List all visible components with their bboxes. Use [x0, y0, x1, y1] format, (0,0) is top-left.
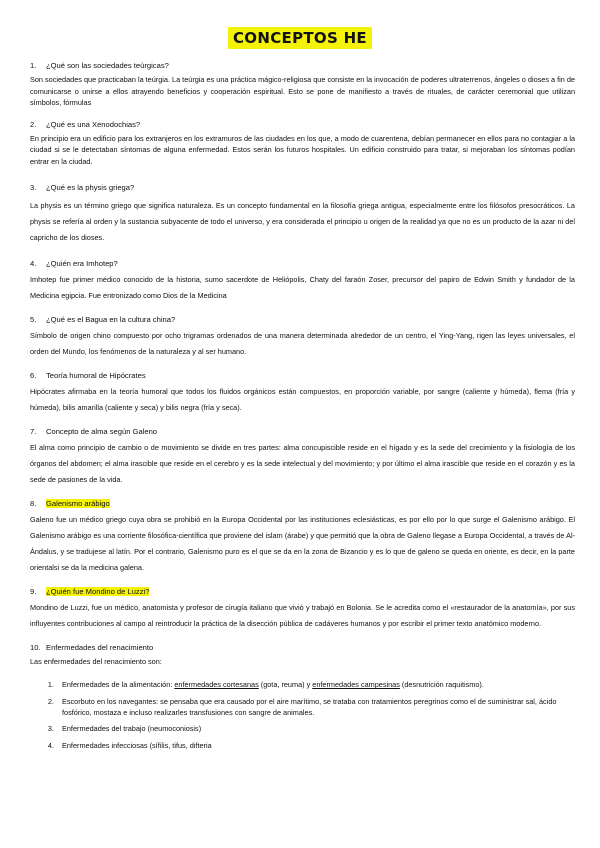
question-text: ¿Qué es la physis griega?: [46, 182, 135, 192]
question-heading: [30, 426, 575, 438]
section-5: [30, 314, 575, 360]
question-heading: [30, 370, 575, 382]
document-body: [30, 60, 575, 761]
question-heading: [30, 182, 575, 194]
answer-paragraph: Mondino de Luzzi, fue un médico, anatomista y profesor de cirugía italiano que vivió y trabajó en Bolonia. Se le acredita como el «restaurador de la anatomía», por sus influyentes contribuciones al campo al reintroducir la práctica de la disección pública de cadáveres humanos y por escribir el primer texto anatómico moderno.: [30, 602, 575, 628]
question-number: 7.: [30, 426, 37, 436]
list-item-text: Enfermedades de la alimentación:: [62, 680, 175, 690]
question-text: Teoría humoral de Hipócrates: [46, 370, 146, 380]
answer-paragraph: Imhotep fue primer médico conocido de la historia, sumo sacerdote de Heliópolis, Chaty del faraón Zoser, precursor del papiro de Edwin Smith y fundador de la Medicina egipcia. Fue entronizado como Dios de la Medicina: [30, 274, 575, 300]
question-number: 8.: [30, 498, 37, 508]
question-number: 10.: [30, 642, 41, 652]
answer-paragraph: El alma como principio de cambio o de movimiento se divide en tres partes: alma concupiscible reside en el hígado y es la sede del crecimiento y la fisiología de los órganos del abdomen; el alma irascible que reside en el cerebro y es la sede intelectual y del movimiento; y por último el alma irascible que reside en el corazón y es la sede de pasiones de la vida.: [30, 442, 575, 484]
section-6: [30, 370, 575, 416]
question-heading: [30, 586, 575, 598]
underlined-term: enfermedades cortesanas: [174, 680, 259, 690]
list-item-text: (desnutrición raquitismo).: [399, 680, 484, 690]
disease-list: [30, 679, 575, 751]
list-item: [56, 723, 575, 734]
question-heading: [30, 119, 575, 131]
question-number: 2.: [30, 119, 37, 129]
section-3: [30, 182, 575, 246]
highlighted-question-text: ¿Quién fue Mondino de Luzzi?: [46, 586, 150, 596]
section-9: [30, 586, 575, 632]
underlined-term: enfermedades campesinas: [312, 680, 400, 690]
question-heading: [30, 60, 575, 72]
question-text: ¿Qué es una Xenodochias?: [46, 119, 141, 129]
question-heading: [30, 258, 575, 270]
question-heading: [30, 642, 575, 654]
question-number: 3.: [30, 182, 37, 192]
section-2: [30, 119, 575, 168]
question-number: 9.: [30, 586, 37, 596]
question-text: Enfermedades del renacimiento: [46, 642, 154, 652]
list-item-text: (gota, reuma) y: [258, 680, 313, 690]
question-number: 5.: [30, 314, 37, 324]
question-heading: [30, 498, 575, 510]
section-8: [30, 498, 575, 576]
document-title: CONCEPTOS HE: [228, 27, 372, 49]
section-10: [30, 642, 575, 752]
title-container: [0, 27, 600, 49]
answer-paragraph: La physis es un término griego que significa naturaleza. Es un concepto fundamental en la filosofía griega antigua, especialmente entre los filósofos presocráticos. La physis se refería al orden y la sustancia subyacente de todo el universo, y era considerada el principio u origen de la realidad ya que no es un producto de la azar ni del capricho de los dioses.: [30, 200, 575, 242]
question-text: ¿Quién era Imhotep?: [46, 258, 118, 268]
list-item: [56, 696, 575, 719]
question-number: 4.: [30, 258, 37, 268]
section-4: [30, 258, 575, 304]
section-1: [30, 60, 575, 109]
question-text: ¿Qué es el Bagua en la cultura china?: [46, 314, 176, 324]
question-text: ¿Qué son las sociedades teúrgicas?: [46, 61, 169, 70]
answer-paragraph: En principio era un edificio para los extranjeros en los extramuros de las ciudades en los que, a modo de cuarentena, debían permanecer en ellos para no contagiar a la ciudad si se le detectaban síntomas de alguna enfermedad. Estos serán los futuros hospitales. Un edificio construido para tratar, si mejoraban los síntomas podían entrar en la ciudad.: [30, 133, 575, 166]
section-7: [30, 426, 575, 488]
question-number: 1.: [30, 61, 37, 70]
answer-paragraph: Son sociedades que practicaban la teúrgia. La teúrgia es una práctica mágico-religiosa que consiste en la invocación de poderes ultraterrenos, ángeles o dioses a fin de comunicarse o unirse a ellos atrayendo beneficios y cooperación espiritual. Esto se pone de manifiesto a través de rituales, de carácter ceremonial que utilizan símbolos, fórmulas: [30, 75, 575, 108]
question-number: 6.: [30, 370, 37, 380]
list-item-text: Enfermedades infecciosas (sífilis, tifus, difteria: [62, 740, 212, 750]
answer-paragraph: Galeno fue un médico griego cuya obra se prohibió en la Europa Occidental por las instituciones eclesiásticas, es por ello por lo que surge el Galenismo arábigo. El Galenismo arábigo es una corriente filosófica-científica que proviene del islam (árabe) y que permitió que la obra de Galeno llegase a Europa Occidental, a través de Al-Ándalus, y se tradujese al latín. Por el contrario, Galenismo puro es el que se da en la zona de Bizancio y es lo que de galeno se queda en oriente, es decir, en la parte orientalsi se da la medicina galena.: [30, 514, 575, 572]
answer-paragraph: Hipócrates afirmaba en la teoría humoral que todos los fluidos orgánicos están compuestos, en proporción variable, por sangre (caliente y húmeda), flema (fría y húmeda), bilis amarilla (caliente y seca) y bilis negra (fría y seca).: [30, 386, 575, 412]
question-text: Concepto de alma según Galeno: [46, 426, 158, 436]
list-item: [56, 679, 575, 690]
list-item-text: Enfermedades del trabajo (neumoconiosis): [62, 724, 202, 734]
list-item-text: Escorbuto en los navegantes: se pensaba que era causado por el aire marítimo, se trataba con tratamientos peregrinos como el de suministrar sal, ácido fosfórico, mostaza e incluso realizarles transfusiones con sangre de animales.: [62, 696, 557, 717]
answer-paragraph: Las enfermedades del renacimiento son:: [30, 656, 162, 666]
list-item: [56, 740, 575, 751]
highlighted-question-text: Galenismo arábigo: [46, 498, 110, 508]
answer-paragraph: Símbolo de origen chino compuesto por ocho trigramas ordenados de una manera determinada alrededor de un centro, el Ying-Yang, rigen las leyes universales, el orden del Mundo, los fenómenos de la naturaleza y al ser humano.: [30, 330, 575, 356]
question-heading: [30, 314, 575, 326]
